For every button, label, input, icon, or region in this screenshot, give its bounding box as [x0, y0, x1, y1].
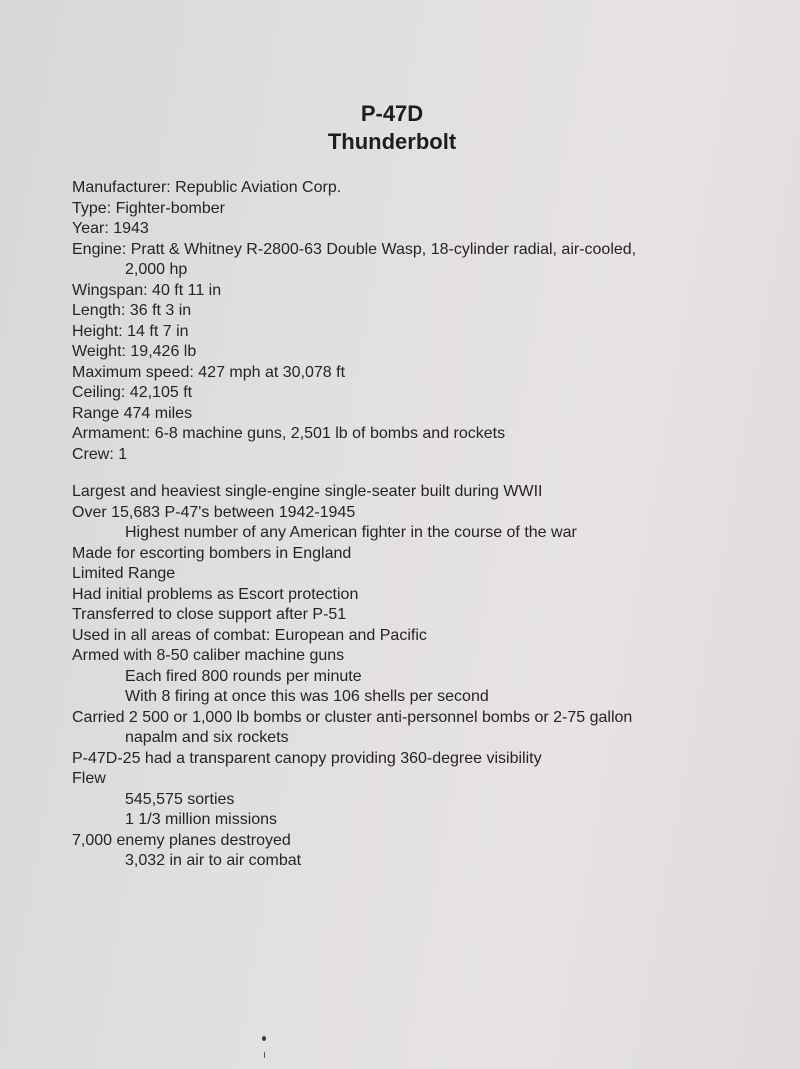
note-subline: 1 1/3 million missions	[125, 811, 278, 828]
spec-height: Height: 14 ft 7 in	[72, 322, 189, 340]
document-title	[0, 100, 784, 156]
note-line: Transferred to close support after P-51	[72, 606, 347, 623]
spec-list	[72, 178, 752, 465]
note-subline: With 8 firing at once this was 106 shells per second	[125, 688, 489, 705]
title-model: P-47D	[360, 101, 424, 126]
note-subline: Each fired 800 rounds per minute	[125, 667, 362, 685]
note-line: Made for escorting bombers in England	[72, 544, 352, 562]
paper-speck	[262, 1036, 266, 1041]
spec-weight: Weight: 19,426 lb	[72, 343, 197, 360]
spec-ceiling: Ceiling: 42,105 ft	[72, 384, 193, 401]
note-line: Carried 2 500 or 1,000 lb bombs or cluster anti-personnel bombs or 2-75 gallon	[72, 708, 633, 726]
note-line: 7,000 enemy planes destroyed	[72, 831, 291, 849]
title-name: Thunderbolt	[327, 129, 457, 154]
note-line: Armed with 8-50 caliber machine guns	[72, 647, 345, 664]
spec-crew: Crew: 1	[72, 445, 128, 463]
note-subline: 545,575 sorties	[125, 790, 235, 808]
notes-list	[72, 482, 752, 872]
note-subline: napalm and six rockets	[125, 729, 289, 746]
spec-max-speed: Maximum speed: 427 mph at 30,078 ft	[72, 363, 346, 381]
spec-type: Type: Fighter-bomber	[72, 199, 225, 217]
note-line: Had initial problems as Escort protection	[72, 585, 359, 603]
note-line: Used in all areas of combat: European and Pacific	[72, 626, 427, 644]
spec-length: Length: 36 ft 3 in	[72, 302, 192, 319]
note-subline: 3,032 in air to air combat	[125, 852, 302, 869]
spec-armament: Armament: 6-8 machine guns, 2,501 lb of bombs and rockets	[72, 425, 506, 442]
note-line: Largest and heaviest single-engine single-seater built during WWII	[72, 483, 543, 500]
spec-engine-power: 2,000 hp	[125, 261, 188, 278]
note-line: Limited Range	[72, 565, 176, 582]
note-line: Flew	[72, 770, 106, 787]
note-line: Over 15,683 P-47's between 1942-1945	[72, 503, 356, 521]
spec-year: Year: 1943	[72, 220, 149, 237]
note-line: P-47D-25 had a transparent canopy providing 360-degree visibility	[72, 749, 542, 767]
spec-wingspan: Wingspan: 40 ft 11 in	[72, 281, 222, 299]
paper-speck	[264, 1052, 265, 1058]
spec-engine: Engine: Pratt & Whitney R-2800-63 Double Wasp, 18-cylinder radial, air-cooled,	[72, 240, 637, 258]
note-subline: Highest number of any American fighter in the course of the war	[125, 524, 577, 541]
spec-range: Range 474 miles	[72, 404, 193, 422]
spec-manufacturer: Manufacturer: Republic Aviation Corp.	[72, 179, 342, 196]
